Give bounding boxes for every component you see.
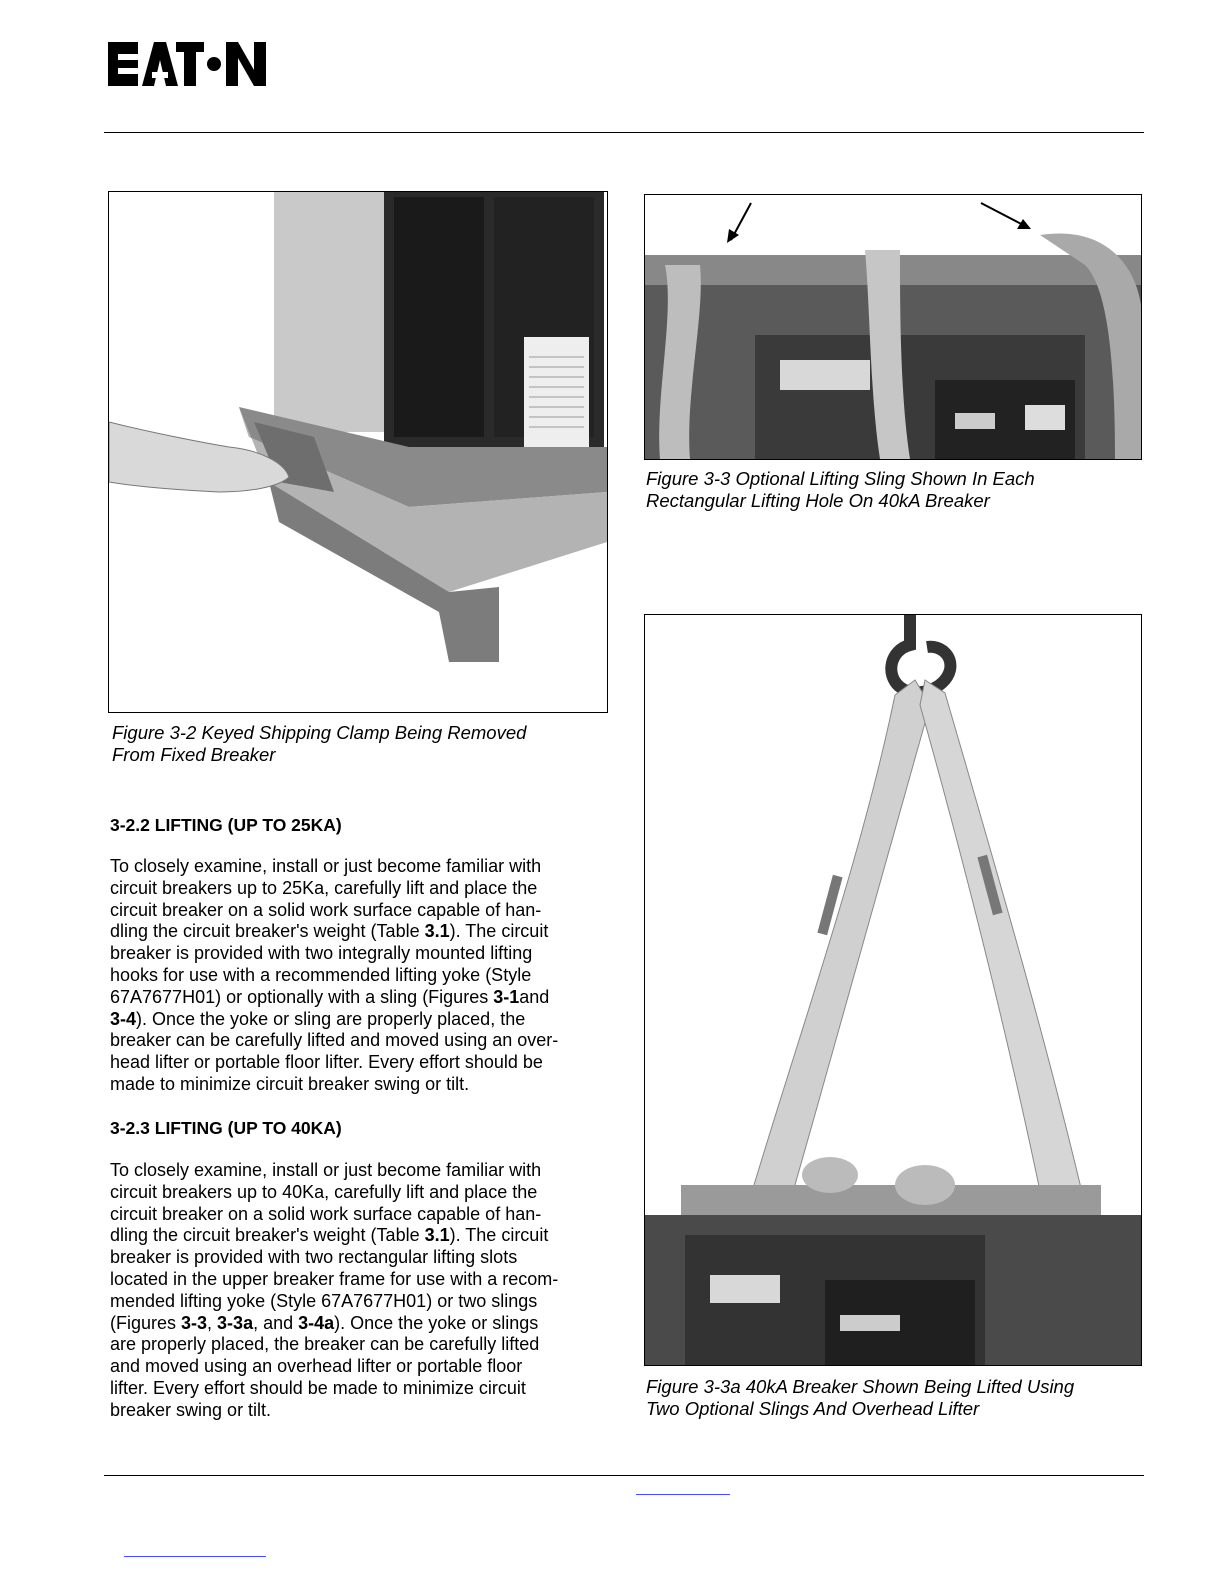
section-heading-3-2-3: 3-2.3 LIFTING (UP TO 40KA) <box>110 1118 342 1138</box>
body-line: and moved using an overhead lifter or portable floor <box>110 1356 523 1377</box>
footer-rule <box>104 1475 1144 1476</box>
body-line: mended lifting yoke (Style 67A7677H01) or two slings <box>110 1290 538 1311</box>
body-line: 67A7677H01) or optionally with a sling (Figures 3-1and <box>110 986 550 1007</box>
body-line: 3-4). Once the yoke or sling are properly placed, the <box>110 1008 526 1029</box>
caption-line: Figure 3-2 Keyed Shipping Clamp Being Removed <box>112 722 527 743</box>
eaton-logo <box>108 40 268 88</box>
body-line: located in the upper breaker frame for use with a recom- <box>110 1268 559 1289</box>
footer-link-underline[interactable] <box>636 1494 730 1495</box>
caption-line: Rectangular Lifting Hole On 40kA Breaker <box>646 490 990 511</box>
body-line: made to minimize circuit breaker swing or tilt. <box>110 1073 470 1094</box>
figure-3-2-photo <box>108 191 608 713</box>
figure-3-3a-caption <box>646 1376 1074 1420</box>
figure-3-2-caption <box>112 722 526 766</box>
figure-3-3a-photo <box>644 614 1142 1366</box>
body-line: are properly placed, the breaker can be carefully lifted <box>110 1334 540 1355</box>
body-line: (Figures 3-3, 3-3a, and 3-4a). Once the yoke or slings <box>110 1312 539 1333</box>
header-rule <box>104 132 1144 133</box>
body-line: To closely examine, install or just become familiar with <box>110 1160 542 1180</box>
body-line: hooks for use with a recommended lifting yoke (Style <box>110 964 532 985</box>
caption-line: From Fixed Breaker <box>112 744 276 765</box>
section-heading-3-2-2: 3-2.2 LIFTING (UP TO 25KA) <box>110 815 342 835</box>
body-line: breaker swing or tilt. <box>110 1399 272 1420</box>
body-line: head lifter or portable floor lifter. Every effort should be <box>110 1052 543 1073</box>
body-line: breaker is provided with two integrally mounted lifting <box>110 943 533 964</box>
body-line: circuit breakers up to 25Ka, carefully lift and place the <box>110 877 538 898</box>
footer-link-underline-2[interactable] <box>124 1556 266 1557</box>
caption-line: Figure 3-3 Optional Lifting Sling Shown In Each <box>646 468 1035 489</box>
caption-line: Figure 3-3a 40kA Breaker Shown Being Lifted Using <box>646 1376 1075 1397</box>
section-body-3-2-2 <box>110 856 610 1096</box>
body-line: dling the circuit breaker's weight (Table 3.1). The circuit <box>110 921 549 942</box>
figure-3-3-caption <box>646 468 1035 512</box>
section-body-3-2-3 <box>110 1160 610 1422</box>
body-line: breaker can be carefully lifted and moved using an over- <box>110 1030 559 1051</box>
body-line: breaker is provided with two rectangular lifting slots <box>110 1247 518 1268</box>
body-line: circuit breaker on a solid work surface capable of han- <box>110 1203 542 1224</box>
body-line: circuit breakers up to 40Ka, carefully lift and place the <box>110 1181 538 1202</box>
body-line: dling the circuit breaker's weight (Table 3.1). The circuit <box>110 1225 549 1246</box>
figure-3-3-photo <box>644 194 1142 460</box>
caption-line: Two Optional Slings And Overhead Lifter <box>646 1398 980 1419</box>
body-line: lifter. Every effort should be made to minimize circuit <box>110 1377 526 1398</box>
body-line: To closely examine, install or just become familiar with <box>110 856 542 876</box>
body-line: circuit breaker on a solid work surface capable of han- <box>110 899 542 920</box>
